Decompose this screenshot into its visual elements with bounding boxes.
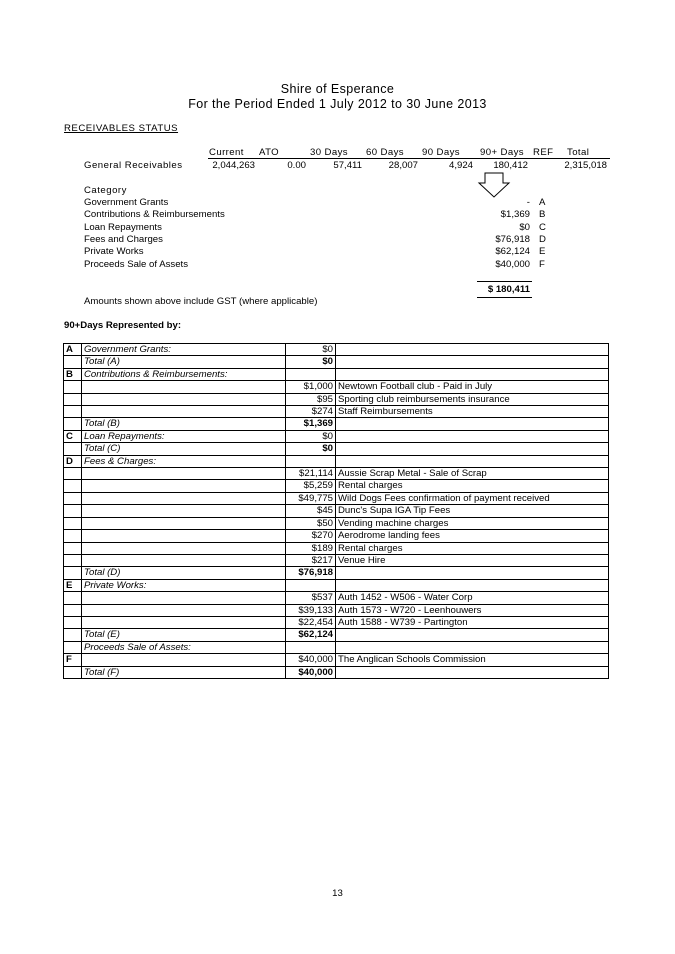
row-description: [82, 505, 286, 517]
row-note: [336, 666, 609, 678]
table-row: [64, 567, 609, 579]
row-note: [336, 418, 609, 430]
table-row: [64, 430, 609, 442]
col-total: Total: [567, 147, 590, 158]
row-description: Private Works:: [82, 579, 286, 591]
row-note: Vending machine charges: [336, 517, 609, 529]
row-note: [336, 356, 609, 368]
val-total: 2,315,018: [564, 160, 607, 171]
category-ref: B: [539, 209, 546, 220]
gst-note: Amounts shown above include GST (where applicable): [84, 296, 318, 307]
row-amount: $45: [286, 505, 336, 517]
row-note: [336, 629, 609, 641]
val-60-days: 28,007: [388, 160, 418, 171]
category-label: Private Works: [84, 246, 144, 257]
row-ref: [64, 443, 82, 455]
category-amount: $1,369: [500, 209, 530, 220]
category-heading: Category: [84, 185, 127, 196]
row-amount: $270: [286, 530, 336, 542]
table-row: [64, 554, 609, 566]
row-ref: A: [64, 344, 82, 356]
row-ref: [64, 480, 82, 492]
table-row: [64, 530, 609, 542]
row-ref: [64, 530, 82, 542]
category-ref: A: [539, 197, 546, 208]
row-description: Total (C): [82, 443, 286, 455]
table-row: [64, 505, 609, 517]
row-amount: [286, 368, 336, 380]
row-amount: $189: [286, 542, 336, 554]
row-note: Rental charges: [336, 480, 609, 492]
table-row: [64, 492, 609, 504]
row-ref: [64, 381, 82, 393]
row-ref: [64, 542, 82, 554]
row-description: Total (B): [82, 418, 286, 430]
category-amount: $76,918: [495, 234, 530, 245]
category-ref: D: [539, 234, 546, 245]
row-description: Fees & Charges:: [82, 455, 286, 467]
row-description: [82, 492, 286, 504]
row-amount: $0: [286, 430, 336, 442]
row-ref: [64, 418, 82, 430]
row-amount: [286, 641, 336, 653]
category-label: Fees and Charges: [84, 234, 163, 245]
row-amount: $62,124: [286, 629, 336, 641]
report-title: Shire of Esperance: [280, 82, 395, 96]
row-ref: [64, 592, 82, 604]
row-amount: $50: [286, 517, 336, 529]
row-ref: [64, 468, 82, 480]
table-row: [64, 616, 609, 628]
category-ref: F: [539, 259, 545, 270]
row-amount: $1,369: [286, 418, 336, 430]
col-30-days: 30 Days: [310, 147, 348, 158]
row-ref: [64, 666, 82, 678]
row-amount: $5,259: [286, 480, 336, 492]
col-ref: REF: [533, 147, 554, 158]
row-note: Rental charges: [336, 542, 609, 554]
row-description: [82, 604, 286, 616]
row-amount: $274: [286, 406, 336, 418]
row-note: [336, 344, 609, 356]
represented-heading: 90+Days Represented by:: [64, 320, 182, 331]
row-ref: F: [64, 654, 82, 666]
row-ref: [64, 517, 82, 529]
header-rule: [208, 158, 610, 159]
detail-table: [63, 343, 609, 679]
table-row: [64, 368, 609, 380]
category-label: Loan Repayments: [84, 222, 162, 233]
val-current: 2,044,263: [212, 160, 255, 171]
col-current: Current: [209, 147, 244, 158]
row-amount: $0: [286, 443, 336, 455]
row-note: Sporting club reimbursements insurance: [336, 393, 609, 405]
row-note: The Anglican Schools Commission: [336, 654, 609, 666]
row-ref: [64, 554, 82, 566]
row-ref: D: [64, 455, 82, 467]
row-ref: E: [64, 579, 82, 591]
row-amount: [286, 455, 336, 467]
row-amount: $76,918: [286, 567, 336, 579]
row-description: [82, 542, 286, 554]
row-ref: [64, 604, 82, 616]
row-description: [82, 517, 286, 529]
total-rule: [477, 281, 532, 282]
row-amount: $39,133: [286, 604, 336, 616]
row-amount: $49,775: [286, 492, 336, 504]
row-ref: [64, 616, 82, 628]
section-heading: RECEIVABLES STATUS: [64, 123, 179, 134]
col-90-plus-days: 90+ Days: [480, 147, 524, 158]
arrow-down-icon: [477, 172, 511, 198]
row-ref: [64, 641, 82, 653]
row-note: Auth 1588 - W739 - Partington: [336, 616, 609, 628]
row-ref: [64, 567, 82, 579]
row-description: Total (E): [82, 629, 286, 641]
row-amount: [286, 579, 336, 591]
row-description: [82, 406, 286, 418]
row-description: Contributions & Reimbursements:: [82, 368, 286, 380]
table-row: [64, 381, 609, 393]
row-note: [336, 455, 609, 467]
category-label: Contributions & Reimbursements: [84, 209, 225, 220]
row-note: [336, 641, 609, 653]
row-note: [336, 430, 609, 442]
row-description: Total (A): [82, 356, 286, 368]
table-row: [64, 455, 609, 467]
row-amount: $40,000: [286, 654, 336, 666]
col-90-days: 90 Days: [422, 147, 460, 158]
row-note: [336, 443, 609, 455]
category-ref: E: [539, 246, 546, 257]
row-note: Staff Reimbursements: [336, 406, 609, 418]
table-row: [64, 517, 609, 529]
row-ref: B: [64, 368, 82, 380]
row-amount: $0: [286, 356, 336, 368]
row-description: [82, 654, 286, 666]
row-note: [336, 368, 609, 380]
table-row: [64, 654, 609, 666]
col-ato: ATO: [259, 147, 280, 158]
row-amount: $1,000: [286, 381, 336, 393]
val-90-days: 4,924: [448, 160, 473, 171]
category-amount: -: [526, 197, 530, 208]
category-total: $ 180,411: [487, 284, 530, 295]
table-row: [64, 579, 609, 591]
row-amount: $95: [286, 393, 336, 405]
row-ref: [64, 406, 82, 418]
row-description: [82, 616, 286, 628]
report-period: For the Period Ended 1 July 2012 to 30 June 2013: [188, 97, 487, 111]
row-description: [82, 393, 286, 405]
table-row: [64, 592, 609, 604]
val-90-plus-days: 180,412: [493, 160, 528, 171]
row-amount: $21,114: [286, 468, 336, 480]
row-note: Dunc's Supa IGA Tip Fees: [336, 505, 609, 517]
row-ref: C: [64, 430, 82, 442]
table-row: [64, 344, 609, 356]
row-description: [82, 554, 286, 566]
row-amount: $217: [286, 554, 336, 566]
category-amount: $62,124: [495, 246, 530, 257]
val-ato: 0.00: [287, 160, 306, 171]
row-description: Government Grants:: [82, 344, 286, 356]
row-ref: [64, 393, 82, 405]
row-amount: $40,000: [286, 666, 336, 678]
row-note: [336, 567, 609, 579]
row-ref: [64, 356, 82, 368]
category-ref: C: [539, 222, 546, 233]
table-row: [64, 443, 609, 455]
table-row: [64, 480, 609, 492]
row-label: General Receivables: [84, 160, 183, 171]
row-description: Loan Repayments:: [82, 430, 286, 442]
table-row: [64, 393, 609, 405]
table-row: [64, 418, 609, 430]
table-row: [64, 629, 609, 641]
row-ref: [64, 492, 82, 504]
row-amount: $537: [286, 592, 336, 604]
row-description: [82, 468, 286, 480]
val-30-days: 57,411: [333, 160, 362, 171]
category-label: Government Grants: [84, 197, 169, 208]
row-note: Wild Dogs Fees confirmation of payment received: [336, 492, 609, 504]
table-row: [64, 542, 609, 554]
col-60-days: 60 Days: [366, 147, 404, 158]
row-description: [82, 480, 286, 492]
row-description: [82, 530, 286, 542]
total-underline: [477, 297, 532, 298]
table-row: [64, 641, 609, 653]
table-row: [64, 604, 609, 616]
row-description: Proceeds Sale of Assets:: [82, 641, 286, 653]
page-number: 13: [332, 888, 343, 899]
row-description: [82, 381, 286, 393]
row-note: Aerodrome landing fees: [336, 530, 609, 542]
row-description: Total (D): [82, 567, 286, 579]
row-amount: $0: [286, 344, 336, 356]
row-note: Venue Hire: [336, 554, 609, 566]
table-row: [64, 406, 609, 418]
table-row: [64, 468, 609, 480]
row-ref: [64, 629, 82, 641]
row-note: Auth 1452 - W506 - Water Corp: [336, 592, 609, 604]
row-note: Auth 1573 - W720 - Leenhouwers: [336, 604, 609, 616]
row-ref: [64, 505, 82, 517]
row-note: Aussie Scrap Metal - Sale of Scrap: [336, 468, 609, 480]
row-amount: $22,454: [286, 616, 336, 628]
row-description: Total (F): [82, 666, 286, 678]
row-note: [336, 579, 609, 591]
category-amount: $0: [519, 222, 530, 233]
category-amount: $40,000: [495, 259, 530, 270]
category-label: Proceeds Sale of Assets: [84, 259, 188, 270]
row-note: Newtown Football club - Paid in July: [336, 381, 609, 393]
table-row: [64, 356, 609, 368]
table-row: [64, 666, 609, 678]
row-description: [82, 592, 286, 604]
